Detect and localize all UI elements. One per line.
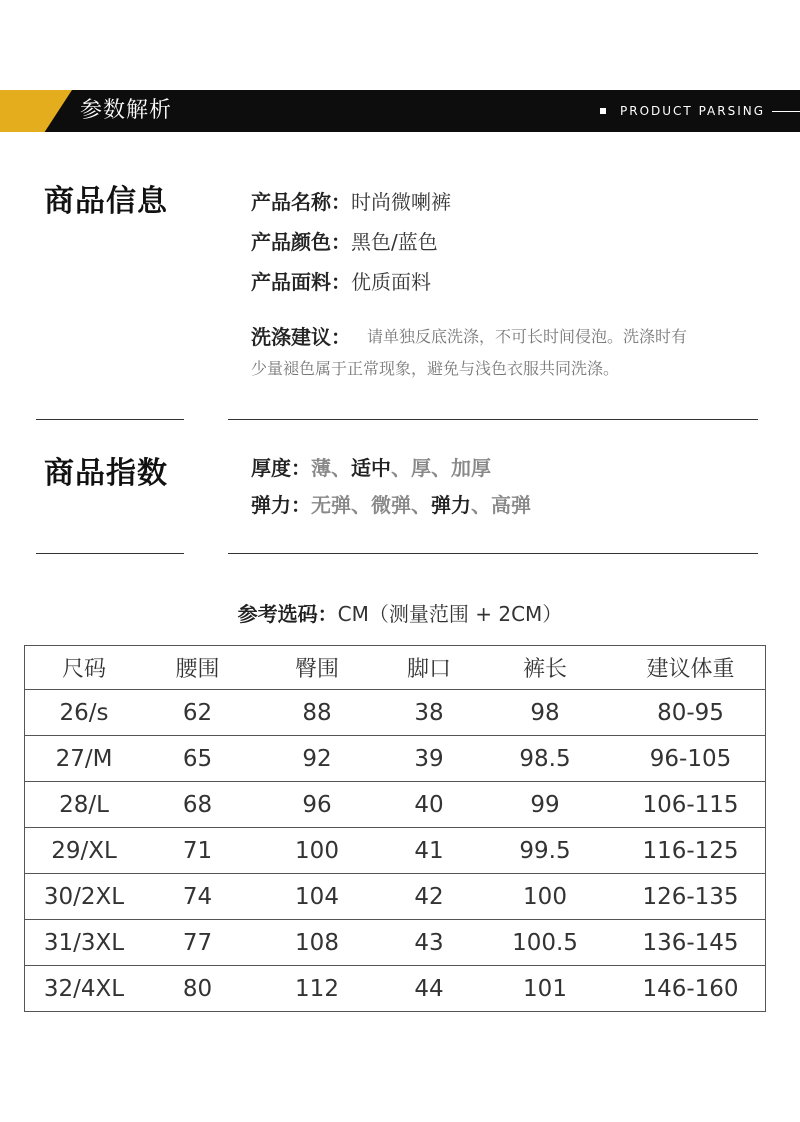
table-cell: 98 <box>475 690 615 736</box>
table-cell: 77 <box>144 920 251 966</box>
table-cell: 30/2XL <box>24 874 144 920</box>
product-index-heading: 商品指数 <box>44 456 168 491</box>
product-color-row <box>251 226 438 255</box>
table-header-row <box>24 646 766 690</box>
table-cell: 31/3XL <box>24 920 144 966</box>
wash-text-line1: 请单独反底洗涤，不可长时间侵泡。洗涤时有 <box>367 327 688 346</box>
table-cell: 88 <box>251 690 383 736</box>
table-cell: 112 <box>251 966 383 1012</box>
table-cell: 68 <box>144 782 251 828</box>
thickness-option: 加厚 <box>451 456 491 480</box>
separator: 、 <box>331 456 351 480</box>
square-bullet-icon <box>600 108 606 114</box>
section-title: 参数解析 <box>80 98 173 123</box>
thickness-option: 适中 <box>351 456 391 480</box>
table-cell: 62 <box>144 690 251 736</box>
separator: 、 <box>391 456 411 480</box>
table-cell: 44 <box>383 966 475 1012</box>
table-cell: 74 <box>144 874 251 920</box>
thickness-row <box>251 452 491 481</box>
table-cell: 40 <box>383 782 475 828</box>
table-cell: 28/L <box>24 782 144 828</box>
elasticity-option: 弹力 <box>431 493 471 517</box>
table-cell: 98.5 <box>475 736 615 782</box>
table-cell: 116-125 <box>615 828 766 874</box>
table-row <box>24 828 766 874</box>
product-color-value: 黑色/蓝色 <box>351 230 438 254</box>
table-cell: 106-115 <box>615 782 766 828</box>
table-cell: 71 <box>144 828 251 874</box>
product-fabric-value: 优质面料 <box>351 270 431 294</box>
table-cell: 101 <box>475 966 615 1012</box>
separator: 、 <box>411 493 431 517</box>
column-header: 尺码 <box>24 646 144 690</box>
product-name-label: 产品名称： <box>251 190 351 214</box>
size-chart-caption <box>0 598 800 627</box>
table-row <box>24 782 766 828</box>
table-row <box>24 690 766 736</box>
table-row <box>24 966 766 1012</box>
separator: 、 <box>471 493 491 517</box>
product-fabric-label: 产品面料： <box>251 270 351 294</box>
table-cell: 80 <box>144 966 251 1012</box>
table-cell: 39 <box>383 736 475 782</box>
thickness-label: 厚度： <box>251 456 311 480</box>
table-cell: 126-135 <box>615 874 766 920</box>
elasticity-row <box>251 489 531 518</box>
table-cell: 96 <box>251 782 383 828</box>
column-header: 腰围 <box>144 646 251 690</box>
table-row <box>24 736 766 782</box>
column-header: 裤长 <box>475 646 615 690</box>
divider <box>228 419 758 420</box>
thickness-options <box>311 456 491 480</box>
product-info-heading: 商品信息 <box>44 184 168 219</box>
table-cell: 41 <box>383 828 475 874</box>
size-caption-value: CM（测量范围 + 2CM） <box>337 602 563 626</box>
table-cell: 136-145 <box>615 920 766 966</box>
size-table <box>24 645 766 1012</box>
section-subtitle: PRODUCT PARSING <box>620 104 766 118</box>
table-cell: 104 <box>251 874 383 920</box>
wash-text-line2: 少量褪色属于正常现象，避免与浅色衣服共同洗涤。 <box>251 359 620 378</box>
table-cell: 65 <box>144 736 251 782</box>
accent-stripe <box>0 90 72 132</box>
separator: 、 <box>351 493 371 517</box>
table-cell: 42 <box>383 874 475 920</box>
divider <box>36 419 184 420</box>
divider <box>36 553 184 554</box>
column-header: 脚口 <box>383 646 475 690</box>
table-cell: 26/s <box>24 690 144 736</box>
table-cell: 99.5 <box>475 828 615 874</box>
table-cell: 32/4XL <box>24 966 144 1012</box>
table-cell: 108 <box>251 920 383 966</box>
elasticity-option: 微弹 <box>371 493 411 517</box>
product-name-row <box>251 186 451 215</box>
size-caption-label: 参考选码： <box>237 602 338 626</box>
table-cell: 146-160 <box>615 966 766 1012</box>
table-cell: 27/M <box>24 736 144 782</box>
table-cell: 43 <box>383 920 475 966</box>
table-cell: 100 <box>475 874 615 920</box>
table-cell: 38 <box>383 690 475 736</box>
table-row <box>24 874 766 920</box>
product-name-value: 时尚微喇裤 <box>351 190 451 214</box>
table-cell: 29/XL <box>24 828 144 874</box>
table-row <box>24 920 766 966</box>
product-color-label: 产品颜色： <box>251 230 351 254</box>
table-cell: 100 <box>251 828 383 874</box>
table-cell: 100.5 <box>475 920 615 966</box>
header-banner <box>0 90 800 132</box>
elasticity-options <box>311 493 531 517</box>
divider <box>228 553 758 554</box>
elasticity-label: 弹力： <box>251 493 311 517</box>
thickness-option: 厚 <box>411 456 431 480</box>
table-cell: 99 <box>475 782 615 828</box>
table-cell: 96-105 <box>615 736 766 782</box>
wash-label: 洗涤建议： <box>251 325 351 349</box>
thickness-option: 薄 <box>311 456 331 480</box>
column-header: 臀围 <box>251 646 383 690</box>
elasticity-option: 高弹 <box>491 493 531 517</box>
column-header: 建议体重 <box>615 646 766 690</box>
table-cell: 80-95 <box>615 690 766 736</box>
table-body <box>24 690 766 1012</box>
separator: 、 <box>431 456 451 480</box>
elasticity-option: 无弹 <box>311 493 351 517</box>
product-fabric-row <box>251 266 431 295</box>
divider <box>772 111 800 112</box>
table-cell: 92 <box>251 736 383 782</box>
